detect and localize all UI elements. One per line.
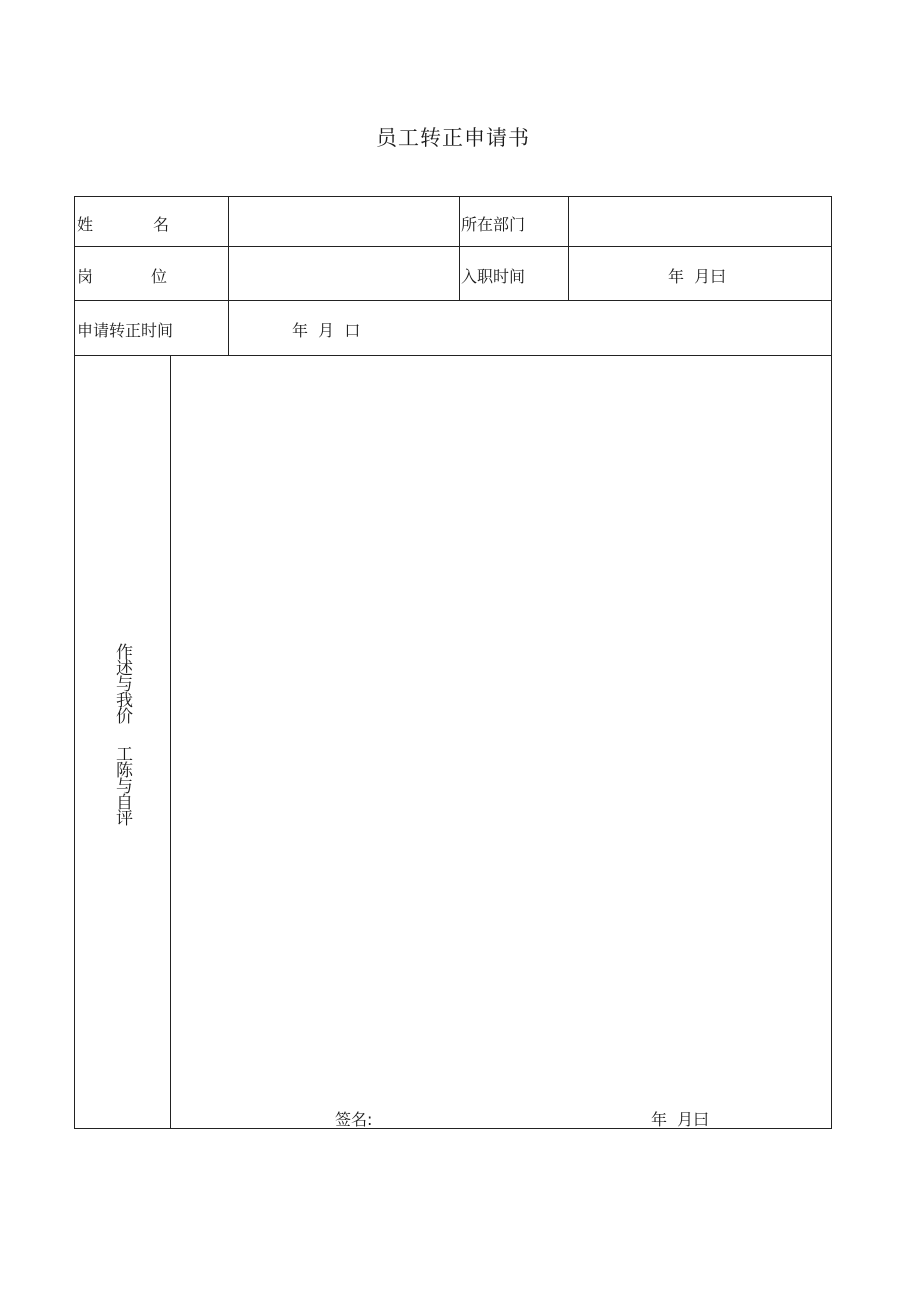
position-label-char1: 岗 bbox=[77, 267, 94, 286]
self-eval-label-col2: 工陈与自评 bbox=[112, 745, 132, 825]
position-field[interactable] bbox=[229, 247, 459, 300]
col-divider-mid bbox=[459, 196, 460, 301]
signature-date[interactable]: 年 月曰 bbox=[651, 1110, 710, 1129]
name-label bbox=[77, 212, 169, 235]
table-border-left bbox=[74, 196, 75, 1129]
apply-date-value[interactable]: 年 月 口 bbox=[292, 321, 361, 340]
department-field[interactable] bbox=[569, 197, 831, 246]
apply-date-label: 申请转正时间 bbox=[77, 321, 174, 340]
signature-label: 签名: bbox=[335, 1110, 373, 1129]
row-divider-2 bbox=[74, 300, 832, 301]
table-border-right bbox=[831, 196, 832, 1129]
name-field[interactable] bbox=[229, 197, 459, 246]
hire-date-value[interactable]: 年 月曰 bbox=[668, 267, 727, 286]
position-label-char2: 位 bbox=[150, 267, 167, 286]
name-label-char1: 姓 bbox=[77, 215, 94, 234]
department-label: 所在部门 bbox=[461, 215, 526, 234]
self-eval-label-col1: 作述与我价 bbox=[112, 643, 132, 723]
position-label bbox=[77, 264, 167, 287]
self-eval-content-area[interactable] bbox=[171, 356, 831, 1096]
name-label-char2: 名 bbox=[152, 215, 169, 234]
hire-date-label: 入职时间 bbox=[461, 267, 526, 286]
table-border-bottom bbox=[74, 1128, 832, 1129]
form-title: 员工转正申请书 bbox=[376, 126, 530, 150]
